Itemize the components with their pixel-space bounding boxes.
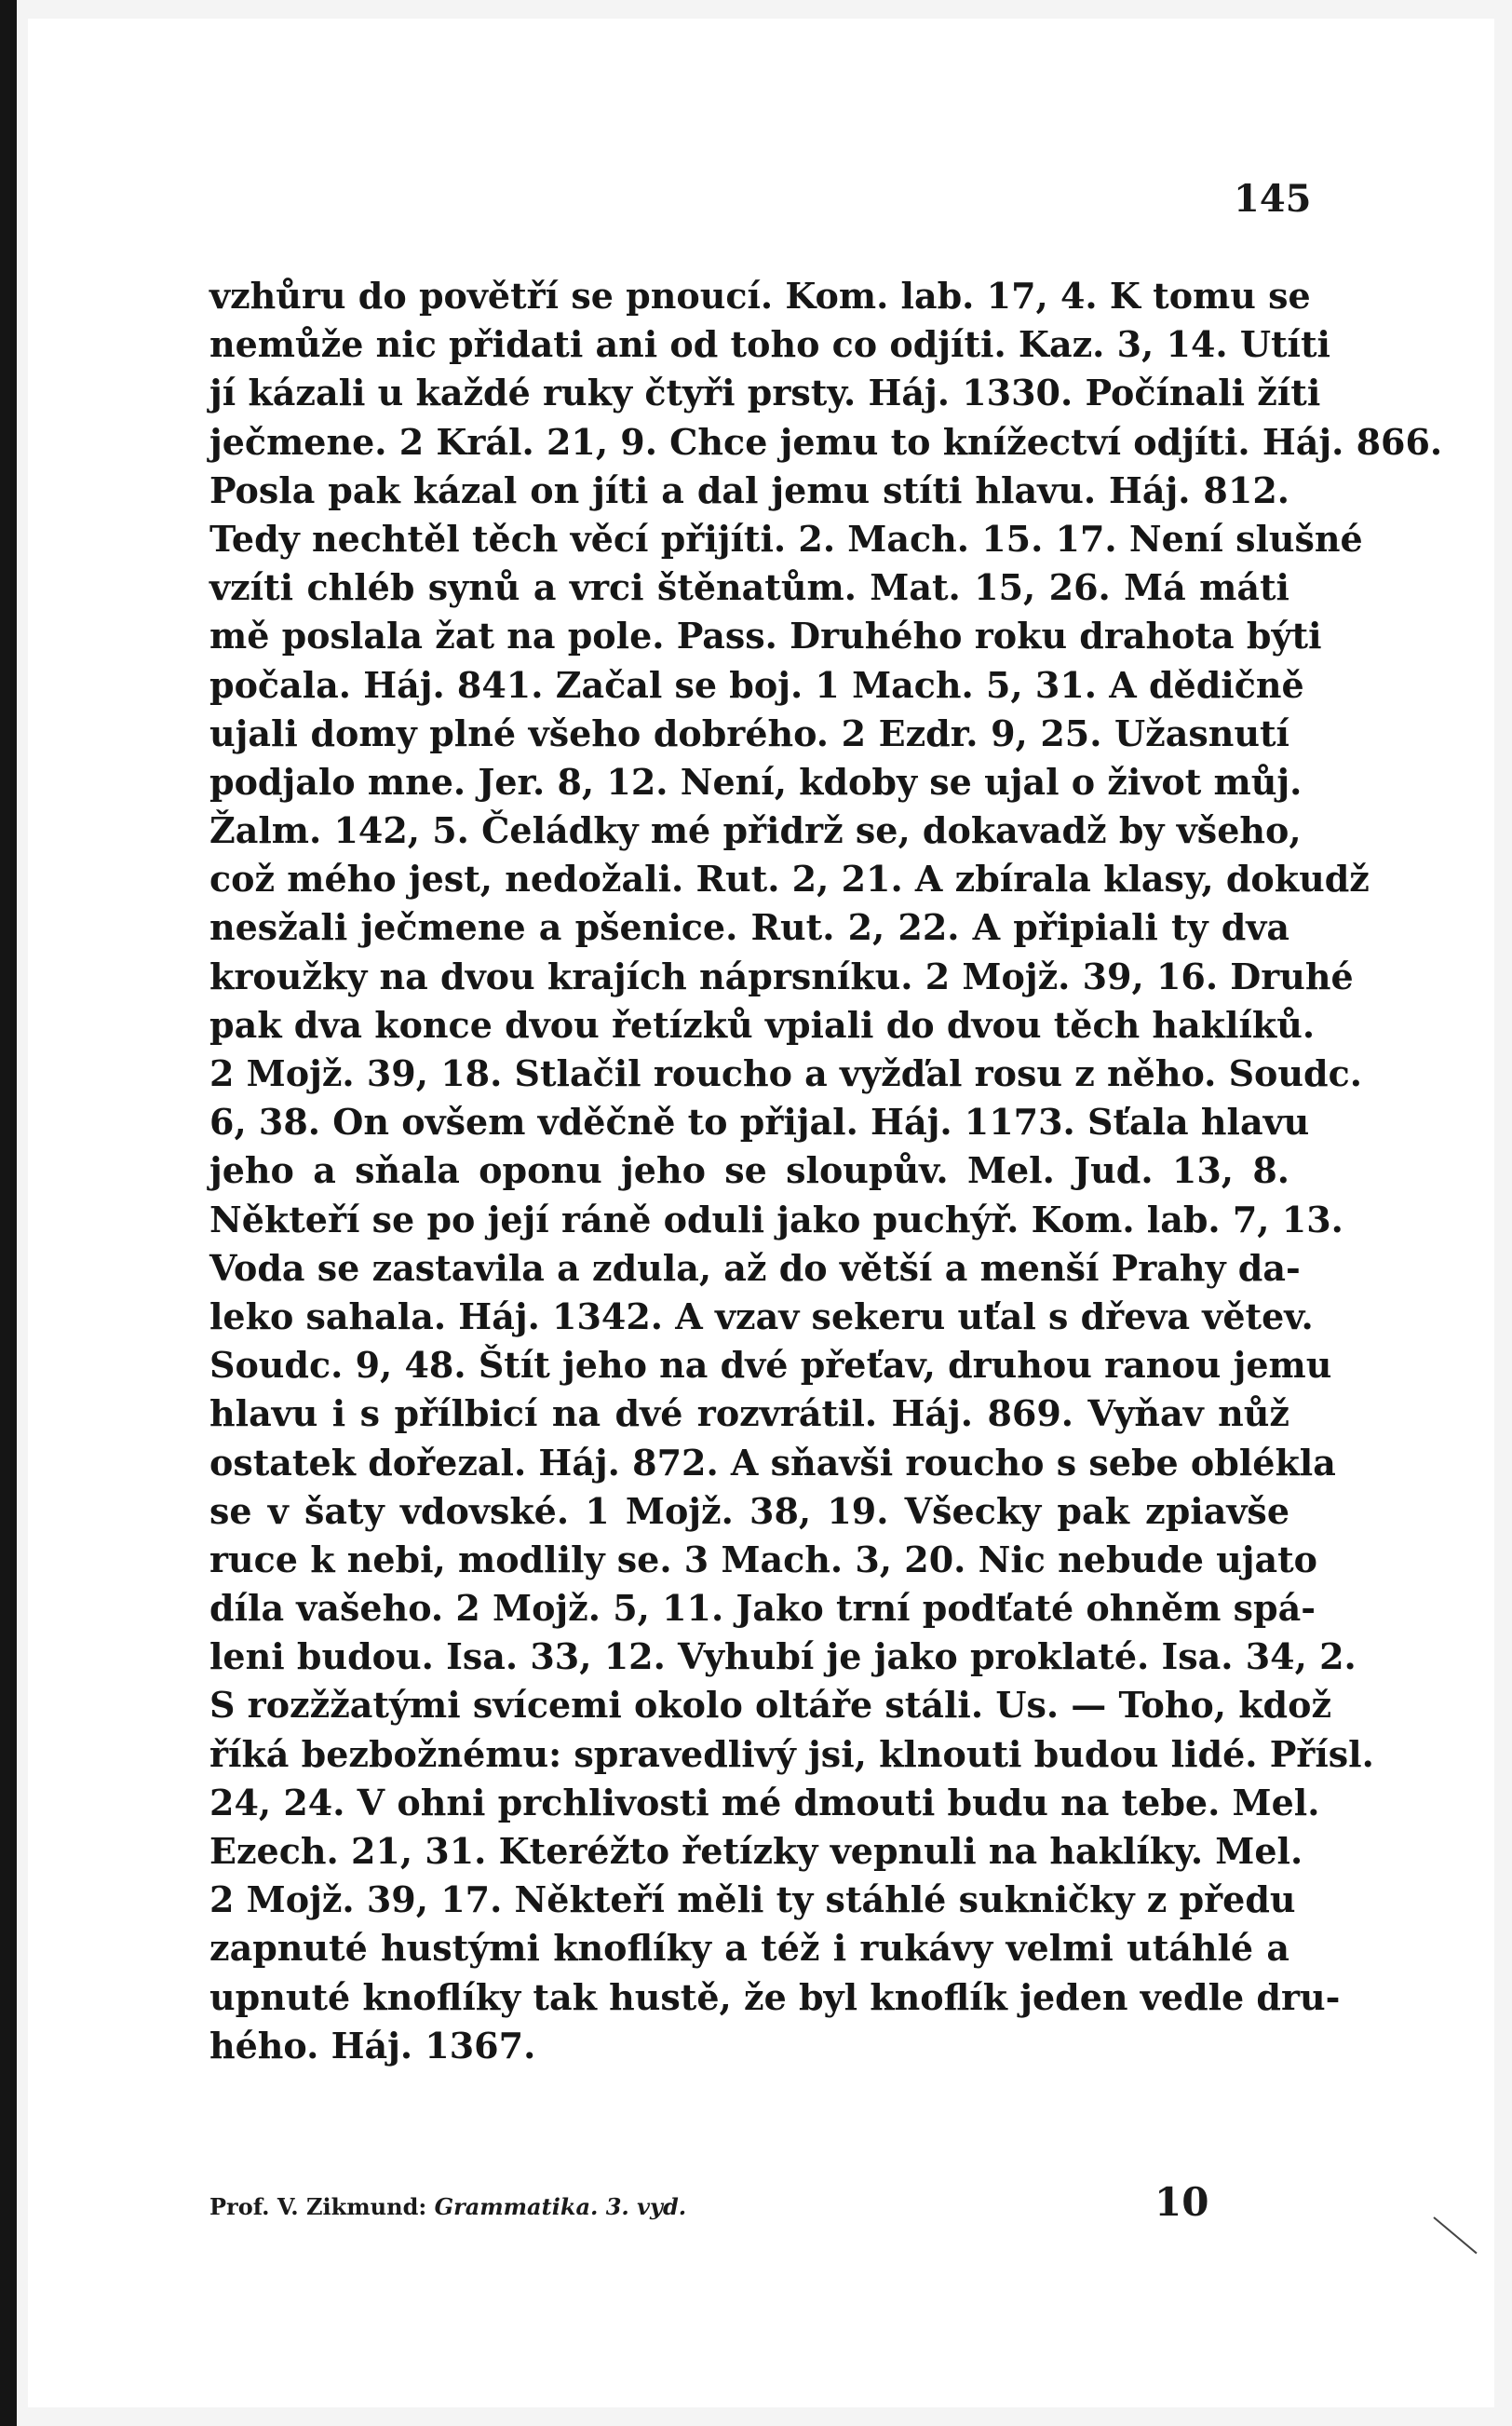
- scan-border: [0, 0, 17, 2426]
- text-line: díla vašeho. 2 Mojž. 5, 11. Jako trní podťaté ohněm spá-: [209, 1587, 1316, 1630]
- text-line: mě poslala žat na pole. Pass. Druhého roku drahota býti: [209, 615, 1322, 657]
- text-line: S rozžžatými svícemi okolo oltáře stáli. Us. — Toho, kdož: [209, 1684, 1332, 1727]
- text-line: říká bezbožnému: spravedlivý jsi, klnouti budou lidé. Přísl.: [209, 1732, 1374, 1775]
- text-line: podjalo mne. Jer. 8, 12. Není, kdoby se ujal o život můj.: [209, 760, 1303, 803]
- text-line: jeho a sňala oponu jeho se sloupův. Mel. Jud. 13, 8.: [209, 1149, 1289, 1192]
- text-line: Žalm. 142, 5. Čeládky mé přidrž se, dokavadž by všeho,: [209, 809, 1302, 852]
- text-line: leko sahala. Háj. 1342. A vzav sekeru uťal s dřeva větev.: [209, 1294, 1314, 1337]
- text-line: vzíti chléb synů a vrci štěnatům. Mat. 15, 26. Má máti: [209, 566, 1289, 609]
- text-line: Posla pak kázal on jíti a dal jemu stíti hlavu. Háj. 812.: [209, 468, 1289, 511]
- text-line: hlavu i s přílbicí na dvé rozvrátil. Háj. 869. Vyňav nůž: [209, 1392, 1289, 1435]
- text-line: počala. Háj. 841. Začal se boj. 1 Mach. 5, 31. A dědičně: [209, 663, 1304, 706]
- text-line: ujali domy plné všeho dobrého. 2 Ezdr. 9, 25. Užasnutí: [209, 712, 1289, 754]
- text-line: 24, 24. V ohni prchlivosti mé dmouti budu na tebe. Mel.: [209, 1781, 1320, 1823]
- text-line: ostatek dořezal. Háj. 872. A sňavši roucho s sebe oblékla: [209, 1441, 1336, 1484]
- text-line: což mého jest, nedožali. Rut. 2, 21. A zbírala klasy, dokudž: [209, 858, 1370, 901]
- text-line: 2 Mojž. 39, 17. Někteří měli ty stáhlé sukničky z předu: [209, 1878, 1296, 1921]
- page-number: 145: [1234, 177, 1312, 221]
- page-sheet: [28, 19, 1494, 2407]
- text-line: Soudc. 9, 48. Štít jeho na dvé přeťav, druhou ranou jemu: [209, 1344, 1332, 1387]
- text-line: Tedy nechtěl těch věcí přijíti. 2. Mach. 15. 17. Není slušné: [209, 517, 1363, 560]
- text-line: zapnuté hustými knoflíky a též i rukávy velmi utáhlé a: [209, 1927, 1289, 1970]
- footer-author: Prof. V. Zikmund:: [209, 2193, 427, 2220]
- text-line: hého. Háj. 1367.: [209, 2024, 536, 2067]
- text-line: kroužky na dvou krajích náprsníku. 2 Mojž. 39, 16. Druhé: [209, 955, 1354, 997]
- text-line: Někteří se po její ráně oduli jako puchýř. Kom. lab. 7, 13.: [209, 1198, 1343, 1240]
- text-line: Ezech. 21, 31. Kteréžto řetízky vepnuli na haklíky. Mel.: [209, 1830, 1303, 1872]
- text-line: 2 Mojž. 39, 18. Stlačil roucho a vyžďal rosu z něho. Soudc.: [209, 1052, 1362, 1094]
- body-text: [209, 272, 1443, 2070]
- text-line: upnuté knoflíky tak hustě, že byl knoflík jeden vedle dru-: [209, 1975, 1341, 2018]
- text-line: vzhůru do povětří se pnoucí. Kom. lab. 17, 4. K tomu se: [209, 275, 1311, 317]
- text-line: nemůže nic přidati ani od toho co odjíti. Kaz. 3, 14. Utíti: [209, 323, 1330, 366]
- text-line: Voda se zastavila a zdula, až do větší a menší Prahy da-: [209, 1246, 1301, 1289]
- text-line: ruce k nebi, modlily se. 3 Mach. 3, 20. Nic nebude ujato: [209, 1538, 1318, 1580]
- text-line: se v šaty vdovské. 1 Mojž. 38, 19. Všecky pak zpiavše: [209, 1489, 1289, 1532]
- text-line: pak dva konce dvou řetízků vpiali do dvou těch haklíků.: [209, 1003, 1316, 1046]
- text-line: jí kázali u každé ruky čtyři prsty. Háj. 1330. Počínali žíti: [209, 372, 1321, 414]
- footer-note: [209, 2193, 686, 2220]
- text-line: 6, 38. On ovšem vděčně to přijal. Háj. 1173. Sťala hlavu: [209, 1101, 1310, 1144]
- text-line: leni budou. Isa. 33, 12. Vyhubí je jako proklaté. Isa. 34, 2.: [209, 1635, 1357, 1678]
- text-line: nesžali ječmene a pšenice. Rut. 2, 22. A připiali ty dva: [209, 906, 1289, 949]
- text-line: ječmene. 2 Král. 21, 9. Chce jemu to knížectví odjíti. Háj. 866.: [209, 420, 1443, 463]
- signature-mark: 10: [1154, 2179, 1209, 2225]
- footer-title: Grammatika. 3. vyd.: [434, 2193, 687, 2220]
